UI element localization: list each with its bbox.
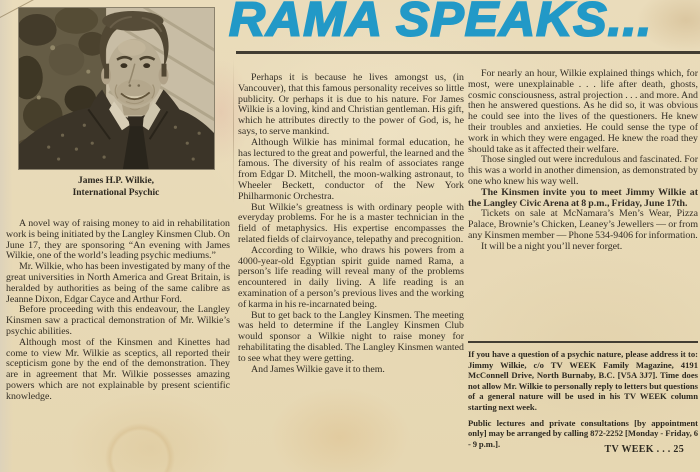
photo-caption (10, 176, 222, 199)
right-paragraph-1: For nearly an hour, Wilkie explained things which, for most, were unexplainable . . . life after death, ghosts, cosmic consciousness, astral projection . . . and more. And then he answered questions. As he did so, it was obvious he could see into the lives of the questioners. He knew their troubles and anxieties. He could sense the type of work in which they were engaged. He knew the road they should take as it affected their welfare. (468, 69, 698, 155)
left-paragraph-4: Although most of the Kinsmen and Kinettes had come to view Mr. Wilkie as sceptics, all reported their scepticism gone by the end of the demonstration. They are in agreement that Mr. Wilkie possesses amazing powers which are not explainable by present scientific knowledge. (6, 336, 230, 402)
portrait-photo-illustration (19, 8, 214, 169)
left-paragraph-2: Mr. Wilkie, who has been investigated by many of the great universities in North America and Great Britain, is heralded by authorities as being of the same calibre as Jeanne Dixon, Edgar Cayce and Arthur Ford. (6, 261, 230, 305)
middle-paragraph-6: And James Wilkie gave it to them. (251, 363, 385, 375)
left-paragraph-1: A novel way of raising money to aid in rehabilitation work is being initiated by the Langley Kinsmen Club. On June 17, they are sponsoring “An evening with James Wilkie, one of the world’s leading psychic mediums.” (6, 219, 230, 262)
middle-paragraph-5: But to get back to the Langley Kinsmen. The meeting was held to determine if the Langley Kinsmen Club would sponsor a Wilkie night to raise money for rehabilitating the disabled. The Langley Kinsmen wanted to see what they were getting. (238, 309, 464, 364)
middle-paragraph-4: According to Wilkie, who draws his powers from a 4000-year-old Egyptian spirit guide named Rama, a person’s life reading will reveal many of the problems encountered in daily living. A life reading is an examination of a person’s previous lives and the working of karma in his re-incarnated being. (238, 244, 464, 310)
reader-notice (468, 349, 698, 454)
middle-paragraph-1: Perhaps it is because he lives amongst us, (in Vancouver), that this famous personality receives so little publicity. Or perhaps it is due to his nature. For James Wilkie is a loving, kind and Christian gentleman. His gift, which he attributes directly to the power of God, is, he says, to serve mankind. (238, 73, 464, 137)
column-right (468, 69, 698, 339)
right-paragraph-closing: It will be a night you’ll never forget. (481, 240, 623, 252)
article-headline: RAMA SPEAKS... (229, 0, 653, 47)
left-paragraph-3: Before proceeding with this endeavour, the Langley Kinsmen saw a practical demonstration of Mr. Wilkie’s psychic abilities. (6, 304, 230, 337)
right-paragraph-tickets: Tickets on sale at McNamara’s Men’s Wear, Pizza Palace, Brownie’s Chicken, Leaney’s Jewellers — or from any Kinsmen member — Phone 534-9406 for information. (468, 208, 698, 241)
middle-paragraph-3: But Wilkie’s greatness is with ordinary people with everyday problems. For he is a master technician in the field of metaphysics. His expertise encompasses the related fields of clairvoyance, telepathy and precognition. (238, 201, 464, 245)
right-paragraph-2: Those singled out were incredulous and fascinated. For this was a world in another dimension, as demonstrated by one who knew his way well. (468, 154, 698, 187)
paper-crease (233, 58, 234, 203)
page-number-label: TV WEEK . . . 25 (604, 444, 684, 455)
caption-title: International Psychic (72, 187, 160, 198)
right-paragraph-invitation: The Kinsmen invite you to meet Jimmy Wilkie at the Langley Civic Arena at 8 p.m., Friday, June 17th. (468, 186, 698, 209)
column-middle (238, 73, 464, 457)
notice-paragraph-2: Public lectures and private consultations [by appointment only] may be arranged by calling 872-2252 [Monday - Friday, 6 - 9 p.m.]. (468, 417, 698, 449)
middle-paragraph-2: Although Wilkie has minimal formal education, he has lectured to the great and powerful, the learned and the famous. The diversity of his realm of associates range from Edgar D. Mitchell, the moon-walking astronaut, to Wheeler Beckett, conductor of the New York Philharmonic Orchestra. (238, 136, 464, 202)
notice-paragraph-1: If you have a question of a psychic nature, please address it to: Jimmy Wilkie, c/o TV WEEK Family Magazine, 4191 McConnell Drive, North Burnaby, B.C. [V5A 3J7]. Time does not allow Mr. Wilkie to personally reply to letters but questions of a general nature will be used in his TV WEEK column starting next week. (468, 349, 698, 412)
headline-rule (236, 51, 700, 54)
column-left (6, 219, 230, 457)
notice-divider-rule (468, 341, 698, 343)
portrait-photo (18, 7, 215, 170)
caption-name: James H.P. Wilkie, (77, 176, 155, 186)
